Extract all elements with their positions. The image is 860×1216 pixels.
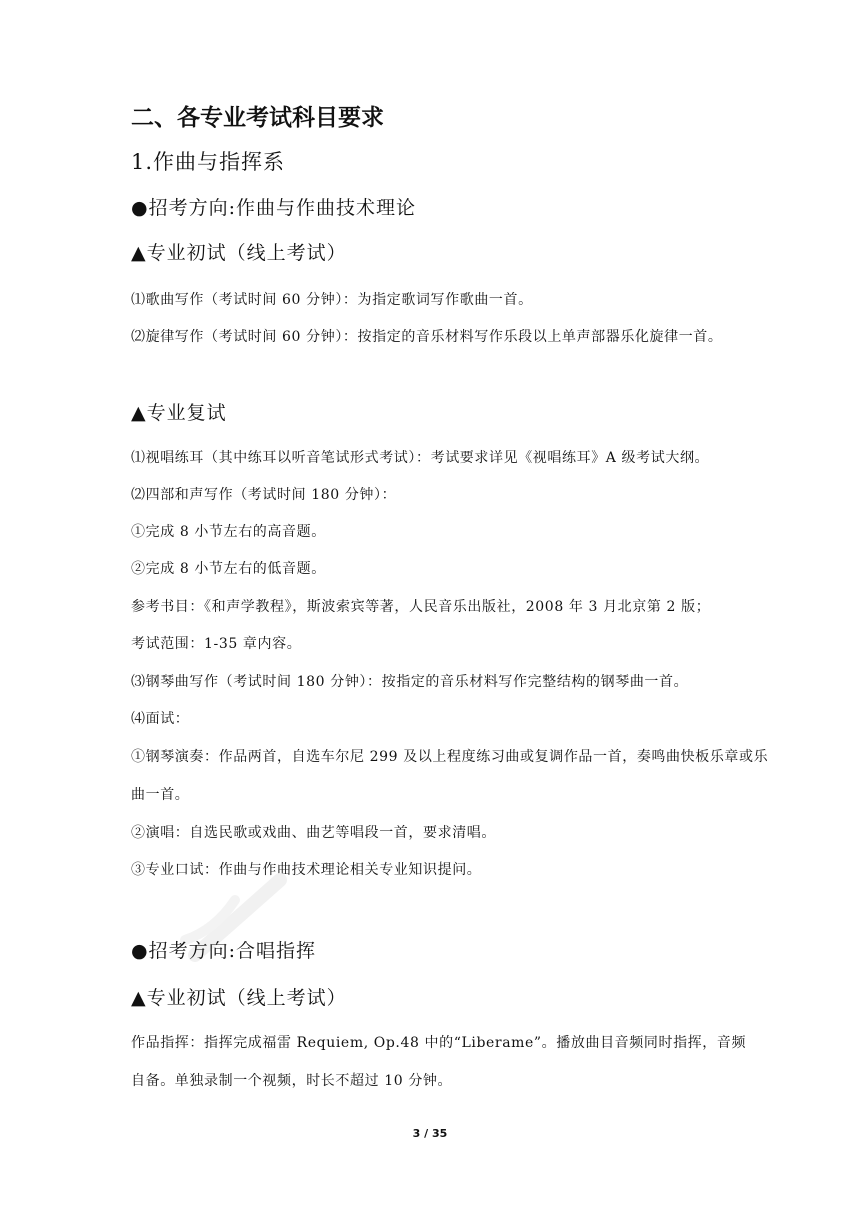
preliminary-exam-title: ▲专业初试（线上考试） xyxy=(131,242,347,264)
paragraph: ①钢琴演奏：作品两首，自选车尔尼 299 及以上程度练习曲或复调作品一首，奏鸣曲快板乐章或乐 xyxy=(131,749,769,765)
paragraph: ⑶钢琴曲写作（考试时间 180 分钟）：按指定的音乐材料写作完整结构的钢琴曲一首。 xyxy=(131,674,689,690)
direction-composition-title: ●招考方向:作曲与作曲技术理论 xyxy=(131,197,416,219)
paragraph: 曲一首。 xyxy=(131,787,190,803)
paragraph: ⑴歌曲写作（考试时间 60 分钟）：为指定歌词写作歌曲一首。 xyxy=(131,292,533,308)
preliminary-exam-title-2: ▲专业初试（线上考试） xyxy=(131,987,347,1009)
paragraph: ②完成 8 小节左右的低音题。 xyxy=(131,561,326,577)
paragraph: ⑷面试： xyxy=(131,711,190,727)
paragraph: 作品指挥：指挥完成福雷 Requiem, Op.48 中的“Liberame”。播放曲目音频同时指挥，音频 xyxy=(131,1035,747,1051)
paragraph: ⑵四部和声写作（考试时间 180 分钟）： xyxy=(131,487,397,503)
paragraph: 自备。单独录制一个视频，时长不超过 10 分钟。 xyxy=(131,1073,453,1089)
department-title: 1.作曲与指挥系 xyxy=(131,150,286,174)
paragraph: ⑴视唱练耳（其中练耳以听音笔试形式考试）：考试要求详见《视唱练耳》A 级考试大纲。 xyxy=(131,450,710,466)
paragraph: 参考书目：《和声学教程》，斯波索宾等著，人民音乐出版社，2008 年 3 月北京第 2 版； xyxy=(131,599,711,615)
page-number: 3 / 35 xyxy=(412,1127,448,1140)
direction-choral-title: ●招考方向:合唱指挥 xyxy=(131,940,316,962)
section-title: 二、各专业考试科目要求 xyxy=(131,105,384,131)
paragraph: 考试范围：1-35 章内容。 xyxy=(131,636,302,652)
paragraph: ⑵旋律写作（考试时间 60 分钟）：按指定的音乐材料写作乐段以上单声部器乐化旋律一首。 xyxy=(131,329,723,345)
paragraph: ①完成 8 小节左右的高音题。 xyxy=(131,524,326,540)
paragraph: ③专业口试：作曲与作曲技术理论相关专业知识提问。 xyxy=(131,862,482,878)
retest-title: ▲专业复试 xyxy=(131,402,227,424)
paragraph: ②演唱：自选民歌或戏曲、曲艺等唱段一首，要求清唱。 xyxy=(131,825,496,841)
